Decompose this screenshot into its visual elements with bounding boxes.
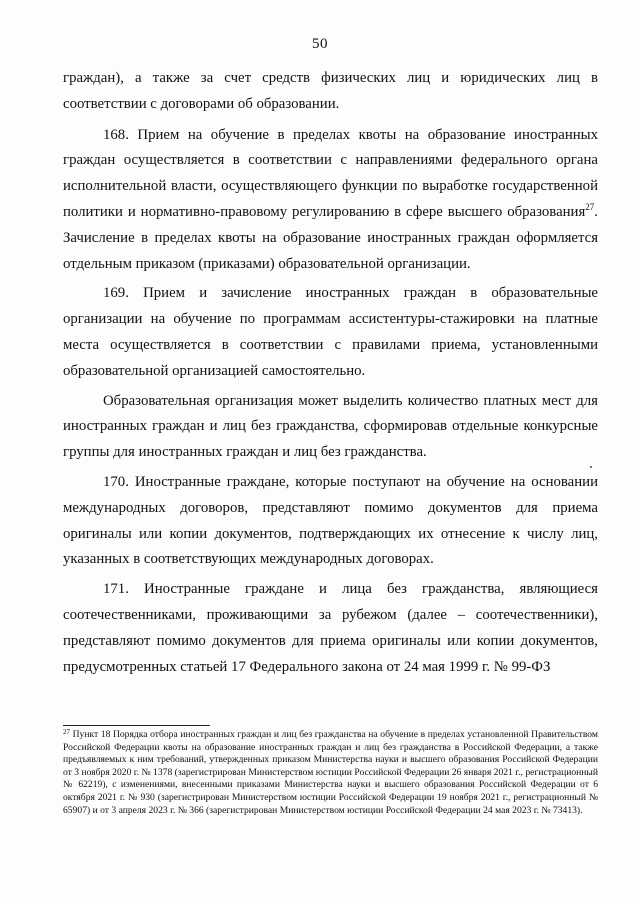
paragraph-169: 169. Прием и зачисление иностранных граждан в образовательные организации на обучение по программам ассистентуры-стажировки на платные места осуществляется в соответствии с правилами приема, установленными образовательной организацией самостоятельно. — [63, 285, 598, 379]
page-number: 50 — [312, 36, 328, 52]
footnote-reference-27[interactable]: 27 — [585, 201, 595, 212]
body-text — [63, 66, 598, 684]
footnote-text: Пункт 18 Порядка отбора иностранных граждан и лиц без гражданства на обучение в пределах установленной Правительством Российской Федерации квоты на образование иностранных граждан и лиц без гражданства в Российской Федерации, а также предъявляемых к ним требований, утвержденных приказом Министерства науки и высшего образования Российской Федерации от 3 ноября 2020 г. № 1378 (зарегистрирован Министерством юстиции Российской Федерации 26 января 2021 г., регистрационный № 62219), с изменениями, внесенными приказами Министерства науки и высшего образования Российской Федерации от 6 октября 2021 г. № 930 (зарегистрирован Министерством юстиции Российской Федерации 19 ноября 2021 г., регистрационный № 65907) и от 3 апреля 2023 г. № 366 (зарегистрирован Министерством юстиции Российской Федерации 24 мая 2023 г. № 73413). — [63, 729, 598, 816]
paragraph-169-continued: Образовательная организация может выделить количество платных мест для иностранных граждан и лиц без гражданства, сформировав отдельные конкурсные группы для иностранных граждан и лиц без гражданства. — [63, 392, 598, 461]
paragraph-171: 171. Иностранные граждане и лица без гражданства, являющиеся соотечественниками, проживающими за рубежом (далее – соотечественники), представляют помимо документов для приема оригиналы или копии документов, предусмотренных статьей 17 Федерального закона от 24 мая 1999 г. № 99-ФЗ — [63, 581, 598, 675]
paragraph-168-text-b: . Зачисление в пределах квоты на образование иностранных граждан оформляется отдельным приказом (приказами) образовательной организации. — [63, 203, 598, 272]
paragraph-continuation: граждан), а также за счет средств физических лиц и юридических лиц в соответствии с договорами об образовании. — [63, 70, 598, 112]
footnote-27 — [63, 729, 598, 817]
paragraph-170: 170. Иностранные граждане, которые поступают на обучение на основании международных договоров, представляют помимо документов для приема оригиналы или копии документов, подтверждающих их отнесение к числу лиц, указанных в соответствующих международных договорах. — [63, 473, 598, 568]
footnote-divider — [63, 725, 210, 726]
scan-speck — [590, 466, 592, 468]
paragraph-168-text-a: 168. Прием на обучение в пределах квоты на образование иностранных граждан осуществляется в соответствии с направлениями федерального органа исполнительной власти, осуществляющего функции по выработке государственной политики и нормативно-правовому регулированию в сфере высшего образования — [63, 126, 598, 220]
paragraph-168 — [63, 123, 598, 278]
footnote-marker: 27 — [63, 728, 70, 736]
